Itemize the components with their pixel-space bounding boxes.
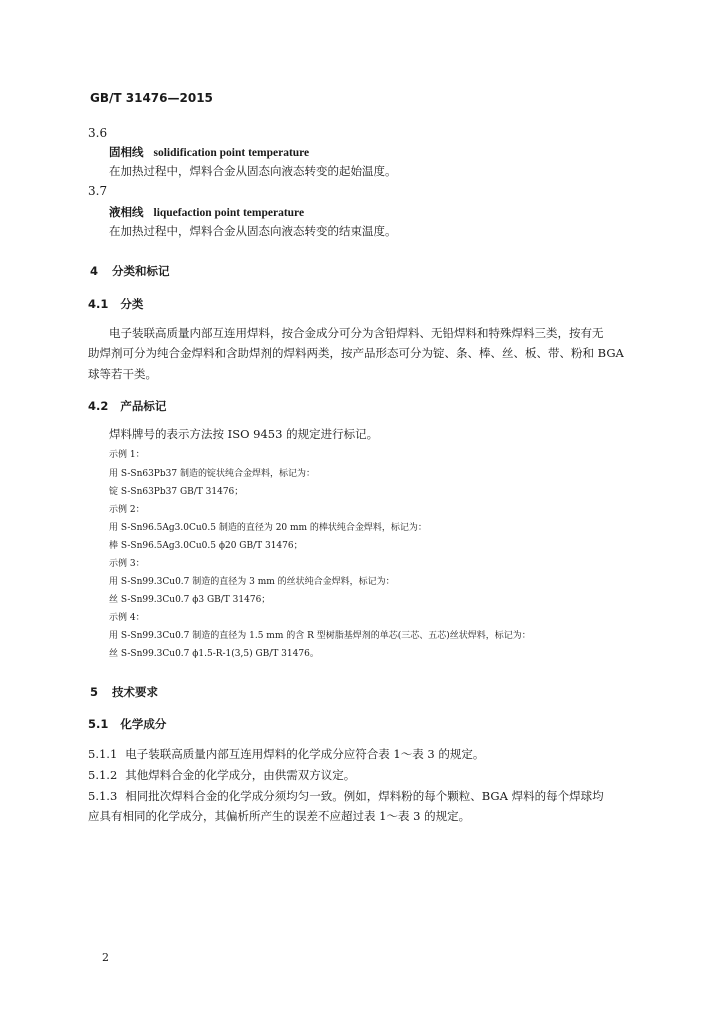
term-cn: 固相线 [109, 145, 144, 159]
example-line: 丝 S-Sn99.3Cu0.7 ϕ1.5-R-1(3,5) GB/T 31476。 [109, 649, 319, 659]
example-line: 示例 1： [109, 450, 145, 460]
section-5-1-heading [88, 716, 166, 732]
clause-number: 5.1.2 [88, 768, 118, 782]
section-5-heading [90, 684, 158, 700]
example-line: 示例 3： [109, 559, 145, 569]
example-line: 用 S-Sn99.3Cu0.7 制造的直径为 1.5 mm 的含 R 型树脂基焊剂的单芯(三芯、五芯)丝状焊料，标记为： [109, 631, 531, 641]
clause-text: 相同批次焊料合金的化学成分须均匀一致。例如，焊料粉的每个颗粒、BGA 焊料的每个焊球均 [125, 789, 604, 803]
clause-number-3-7: 3.7 [88, 184, 108, 198]
clause-5-1-3 [88, 788, 604, 804]
paragraph-line: 电子装联高质量内部互连用焊料，按合金成分可分为含铅焊料、无铅焊料和特殊焊料三类，按有无 [109, 326, 604, 340]
term-3-7 [109, 204, 304, 220]
section-4-heading [90, 263, 170, 279]
clause-5-1-3-continuation: 应具有相同的化学成分，其偏析所产生的误差不应超过表 1～表 3 的规定。 [88, 809, 471, 823]
clause-text: 电子装联高质量内部互连用焊料的化学成分应符合表 1～表 3 的规定。 [125, 747, 485, 761]
section-title: 化学成分 [120, 717, 167, 731]
clause-number: 5.1.1 [88, 747, 118, 761]
standard-code: GB/T 31476—2015 [90, 91, 213, 105]
example-line: 丝 S-Sn99.3Cu0.7 ϕ3 GB/T 31476； [109, 595, 271, 605]
paragraph-line: 焊料牌号的表示方法按 ISO 9453 的规定进行标记。 [109, 427, 379, 441]
term-cn: 液相线 [109, 205, 144, 219]
section-title: 分类和标记 [112, 264, 170, 278]
section-number: 4 [90, 264, 99, 278]
section-title: 分类 [120, 297, 144, 311]
section-number: 5 [90, 685, 99, 699]
example-line: 用 S-Sn96.5Ag3.0Cu0.5 制造的直径为 20 mm 的棒状纯合金焊料，标记为： [109, 523, 427, 533]
section-number: 4.2 [88, 399, 109, 413]
page-number: 2 [102, 951, 109, 964]
example-line: 棒 S-Sn96.5Ag3.0Cu0.5 ϕ20 GB/T 31476； [109, 541, 303, 551]
definition-3-7: 在加热过程中，焊料合金从固态向液态转变的结束温度。 [109, 224, 397, 238]
clause-5-1-1 [88, 746, 484, 762]
example-line: 示例 2： [109, 505, 145, 515]
example-line: 示例 4： [109, 613, 145, 623]
paragraph-line: 助焊剂可分为纯合金焊料和含助焊剂的焊料两类，按产品形态可分为锭、条、棒、丝、板、带、粉和 BGA [88, 346, 624, 360]
clause-number: 5.1.3 [88, 789, 118, 803]
clause-number-3-6: 3.6 [88, 126, 108, 140]
section-title: 产品标记 [120, 399, 167, 413]
paragraph-line: 球等若干类。 [88, 367, 157, 381]
section-4-2-heading [88, 398, 166, 414]
section-number: 4.1 [88, 297, 109, 311]
example-line: 用 S-Sn63Pb37 制造的锭状纯合金焊料，标记为： [109, 469, 315, 479]
term-en: liquefaction point temperature [153, 207, 305, 219]
definition-3-6: 在加热过程中，焊料合金从固态向液态转变的起始温度。 [109, 164, 397, 178]
section-title: 技术要求 [112, 685, 159, 699]
section-number: 5.1 [88, 717, 109, 731]
clause-5-1-2 [88, 767, 355, 783]
clause-text: 其他焊料合金的化学成分，由供需双方议定。 [125, 768, 356, 782]
example-line: 用 S-Sn99.3Cu0.7 制造的直径为 3 mm 的丝状纯合金焊料，标记为： [109, 577, 395, 587]
term-3-6 [109, 144, 309, 160]
section-4-1-heading [88, 296, 143, 312]
term-en: solidification point temperature [153, 147, 310, 159]
example-line: 锭 S-Sn63Pb37 GB/T 31476； [109, 487, 244, 497]
